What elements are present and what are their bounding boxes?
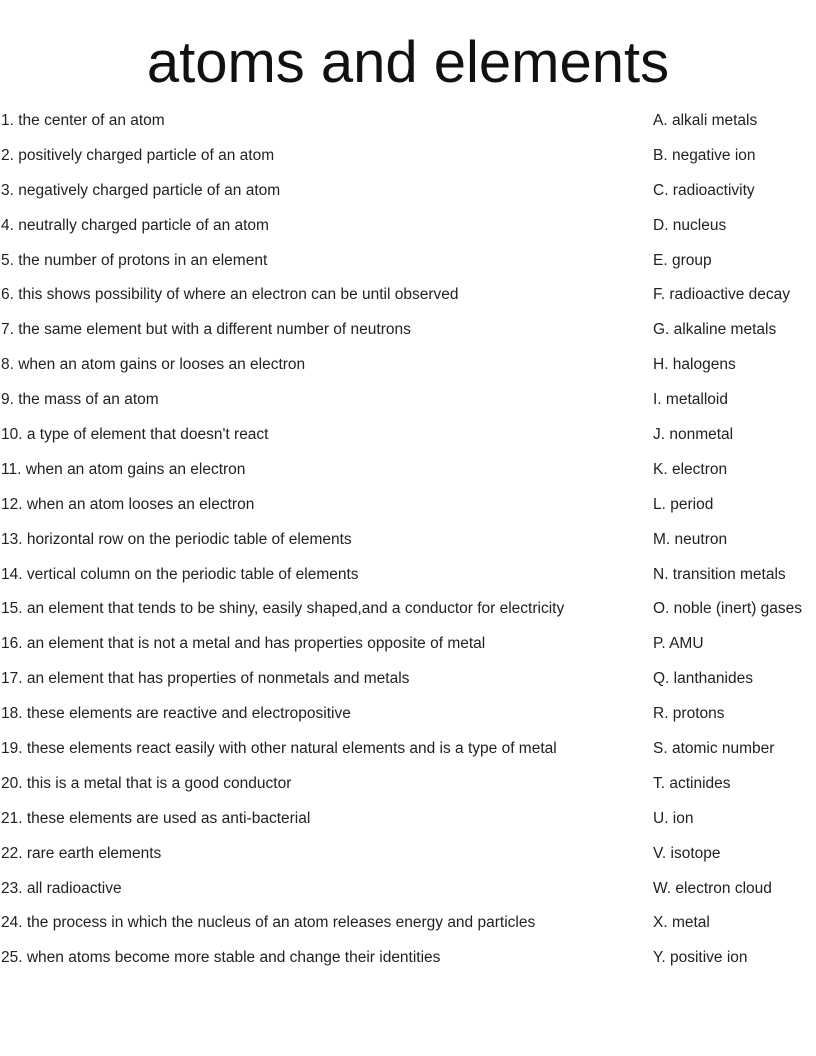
- matching-row: [0, 111, 816, 146]
- question-item: 9. the mass of an atom: [1, 391, 159, 409]
- matching-row: [0, 565, 816, 600]
- question-item: 11. when an atom gains an electron: [1, 460, 246, 478]
- answer-option: R. protons: [653, 705, 725, 723]
- matching-row: [0, 879, 816, 914]
- answer-option: S. atomic number: [653, 740, 775, 758]
- answer-option: F. radioactive decay: [653, 286, 790, 304]
- answer-option: V. isotope: [653, 844, 721, 862]
- matching-row: [0, 285, 816, 320]
- answer-option: J. nonmetal: [653, 426, 734, 444]
- matching-row: [0, 320, 816, 355]
- answer-option: Y. positive ion: [653, 949, 748, 967]
- question-item: 6. this shows possibility of where an electron can be until observed: [1, 286, 459, 304]
- answer-option: M. neutron: [653, 530, 728, 548]
- matching-row: [0, 634, 816, 669]
- matching-row: [0, 599, 816, 634]
- question-item: 14. vertical column on the periodic table of elements: [1, 565, 359, 583]
- question-item: 10. a type of element that doesn't react: [1, 426, 269, 444]
- question-item: 7. the same element but with a different number of neutrons: [1, 321, 411, 339]
- matching-row: [0, 460, 816, 495]
- matching-row: [0, 809, 816, 844]
- answer-option: O. noble (inert) gases: [653, 600, 803, 618]
- matching-list: [0, 111, 816, 983]
- matching-row: [0, 425, 816, 460]
- answer-option: X. metal: [653, 914, 710, 932]
- question-item: 18. these elements are reactive and electropositive: [1, 705, 351, 723]
- matching-row: [0, 181, 816, 216]
- matching-row: [0, 530, 816, 565]
- answer-option: I. metalloid: [653, 391, 728, 409]
- matching-row: [0, 251, 816, 286]
- question-item: 23. all radioactive: [1, 879, 122, 897]
- answer-option: Q. lanthanides: [653, 670, 753, 688]
- question-item: 22. rare earth elements: [1, 844, 162, 862]
- question-item: 20. this is a metal that is a good conductor: [1, 774, 292, 792]
- answer-option: N. transition metals: [653, 565, 786, 583]
- question-item: 21. these elements are used as anti-bacterial: [1, 809, 311, 827]
- matching-row: [0, 844, 816, 879]
- question-item: 12. when an atom looses an electron: [1, 495, 255, 513]
- page-title: atoms and elements: [146, 30, 670, 95]
- answer-option: C. radioactivity: [653, 181, 755, 199]
- matching-row: [0, 739, 816, 774]
- question-item: 5. the number of protons in an element: [1, 251, 268, 269]
- question-item: 15. an element that tends to be shiny, easily shaped,and a conductor for electricity: [1, 600, 565, 618]
- matching-row: [0, 146, 816, 181]
- answer-option: E. group: [653, 251, 712, 269]
- answer-option: H. halogens: [653, 356, 736, 374]
- matching-row: [0, 355, 816, 390]
- answer-option: U. ion: [653, 809, 694, 827]
- answer-option: T. actinides: [653, 774, 731, 792]
- answer-option: K. electron: [653, 460, 728, 478]
- matching-row: [0, 390, 816, 425]
- answer-option: A. alkali metals: [653, 112, 758, 129]
- question-item: 24. the process in which the nucleus of an atom releases energy and particles: [1, 914, 536, 932]
- question-item: 13. horizontal row on the periodic table of elements: [1, 530, 352, 548]
- matching-row: [0, 495, 816, 530]
- answer-option: G. alkaline metals: [653, 321, 777, 339]
- answer-option: P. AMU: [653, 635, 704, 653]
- answer-option: L. period: [653, 495, 714, 513]
- question-item: 25. when atoms become more stable and change their identities: [1, 949, 441, 967]
- question-item: 3. negatively charged particle of an atom: [1, 181, 281, 199]
- question-item: 8. when an atom gains or looses an electron: [1, 356, 306, 374]
- question-item: 19. these elements react easily with other natural elements and is a type of metal: [1, 740, 557, 758]
- question-item: 2. positively charged particle of an atom: [1, 146, 275, 164]
- matching-row: [0, 704, 816, 739]
- question-item: 1. the center of an atom: [1, 112, 165, 129]
- matching-row: [0, 774, 816, 809]
- matching-row: [0, 216, 816, 251]
- matching-row: [0, 913, 816, 948]
- answer-option: D. nucleus: [653, 216, 727, 234]
- question-item: 17. an element that has properties of nonmetals and metals: [1, 670, 410, 688]
- answer-option: B. negative ion: [653, 146, 756, 164]
- matching-row: [0, 669, 816, 704]
- question-item: 4. neutrally charged particle of an atom: [1, 216, 269, 234]
- question-item: 16. an element that is not a metal and has properties opposite of metal: [1, 635, 486, 653]
- matching-row: [0, 948, 816, 983]
- answer-option: W. electron cloud: [653, 879, 772, 897]
